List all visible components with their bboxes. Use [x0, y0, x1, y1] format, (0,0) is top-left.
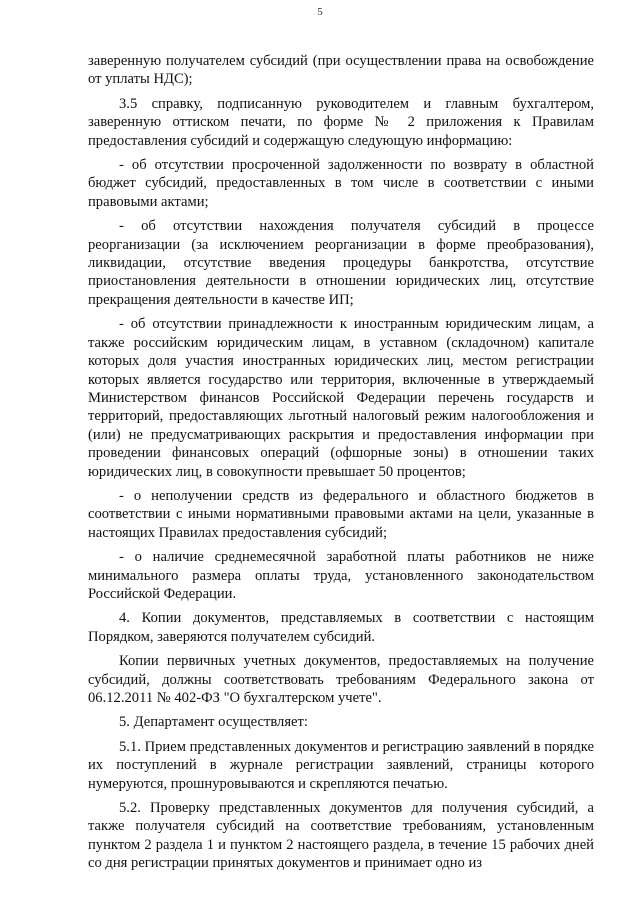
paragraph: 5. Департамент осуществляет:: [119, 714, 308, 731]
paragraph: - об отсутствии принадлежности к иностранным юридическим лицам, а также российским юридическим лицам, в уставном (складочном) капитале которых доля участия иностранных юридических лиц, местом регистрации которых является государство или территория, включенные в утверждаемый Министерством финансов Российской Федерации перечень государств и территорий, предоставляющих льготный налоговый режим налогообложения и (или) не предусматривающих раскрытия и предоставления информации при проведении финансовых операций (офшорные зоны) в отношении таких юридических лиц, в совокупности превышает 50 процентов;: [88, 316, 594, 480]
paragraph: - об отсутствии просроченной задолженности по возврату в областной бюджет субсидий, предоставленных в том числе в соответствии с иными правовыми актами;: [88, 157, 594, 210]
paragraph: 3.5 справку, подписанную руководителем и главным бухгалтером, заверенную оттиском печати, по форме № 2 приложения к Правилам предоставления субсидий и содержащую следующую информацию:: [88, 95, 594, 149]
paragraph: - о неполучении средств из федерального и областного бюджетов в соответствии с иными нормативными правовыми актами на цели, указанные в настоящих Правилах предоставления субсидий;: [88, 487, 594, 541]
paragraph: - об отсутствии нахождения получателя субсидий в процессе реорганизации (за исключением реорганизации в форме преобразования), ликвидации, отсутствие введения процедуры банкротства, отсутствие приостановления деятельности в отношении юридических лиц, отсутствие прекращения деятельности в качестве ИП;: [88, 218, 594, 308]
paragraph: 4. Копии документов, представляемых в соответствии с настоящим Порядком, заверяются получателем субсидий.: [88, 610, 594, 645]
paragraph: заверенную получателем субсидий (при осуществлении права на освобождение от уплаты НДС);: [88, 53, 594, 88]
paragraph: 5.2. Проверку представленных документов для получения субсидий, а также получателя субсидий на соответствие требованиям, установленным пунктом 2 раздела 1 и пунктом 2 настоящего раздела, в течение 15 рабочих дней со дня регистрации принятых документов и принимает одно из: [88, 800, 594, 872]
paragraph: Копии первичных учетных документов, предоставляемых на получение субсидий, должны соответствовать требованиям Федерального закона от 06.12.2011 № 402-ФЗ "О бухгалтерском учете".: [88, 653, 594, 706]
document-body: [88, 52, 594, 879]
paragraph: 5.1. Прием представленных документов и регистрацию заявлений в порядке их поступлений в журнале регистрации заявлений, страницы которого нумеруются, прошнуровываются и скрепляются печатью.: [88, 738, 594, 792]
page-number: 5: [317, 6, 323, 18]
paragraph: - о наличие среднемесячной заработной платы работников не ниже минимального размера оплаты труда, установленного законодательством Российской Федерации.: [88, 549, 594, 602]
